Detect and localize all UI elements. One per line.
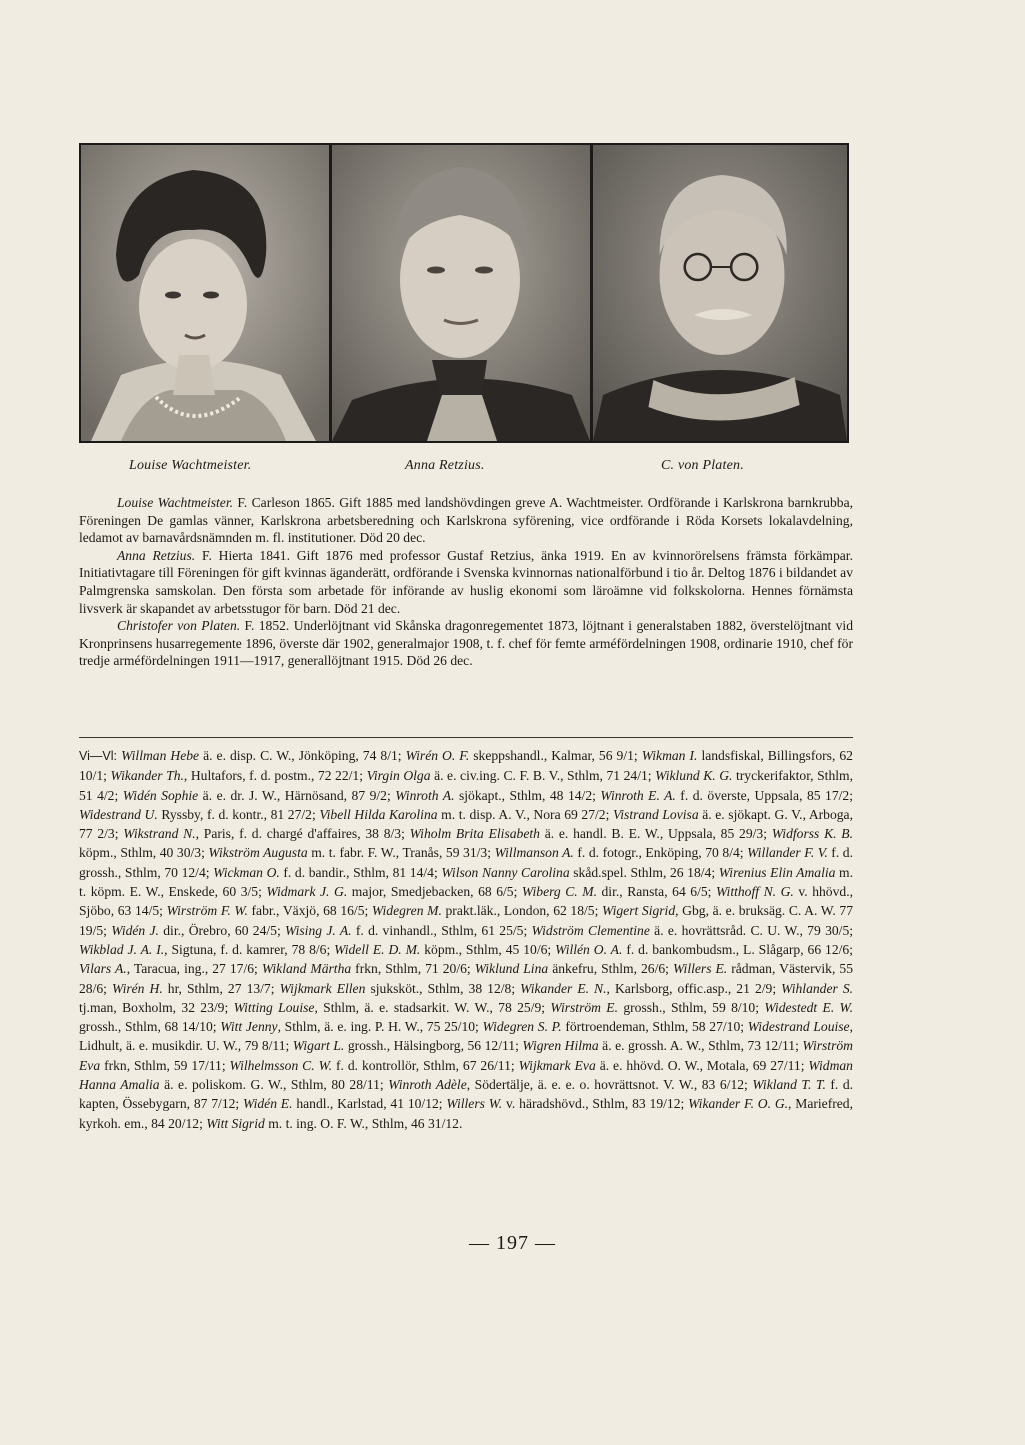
entry-details: , Sigtuna, f. d. kamrer, 78 8/6; — [164, 941, 335, 957]
entry-name: Vistrand Lovisa — [612, 806, 699, 822]
entry-details: landsfiskal, Billingsfors, 62 10/1; — [79, 748, 853, 784]
entry-details: , Gbg, ä. e. bruksäg. C. A. W. 77 19/5; — [79, 903, 853, 938]
entry-name: Wiholm Brita Elisabeth — [409, 826, 540, 842]
entry-details: ä. e. hovrättsråd. C. U. W., 79 30/5; — [649, 922, 854, 938]
entry-name: Widestrand U. — [79, 806, 158, 822]
entry-name: Wikström Augusta — [208, 845, 308, 861]
entry-details: f. d. kapten, Össebygarn, 87 7/12; — [79, 1077, 854, 1112]
entry-name: Vibell Hilda Karolina — [319, 806, 438, 822]
entry-name: Widström Clementine — [531, 922, 650, 938]
entry-name: Wikland Märtha — [261, 961, 352, 977]
entry-name: Willers E. — [672, 961, 728, 977]
entry-details: f. d. bandir., Sthlm, 81 14/4; — [279, 864, 442, 880]
entry-details: f. d. vinhandl., Sthlm, 61 25/5; — [351, 922, 532, 938]
bio-paragraph — [79, 547, 853, 617]
entry-name: Wirén O. F. — [405, 748, 470, 763]
entry-details: f. d. grossh., Sthlm, 70 12/4; — [79, 845, 853, 880]
caption-louise-wachtmeister: Louise Wachtmeister. — [129, 458, 252, 473]
entry-details: f. d. bankombudsm., L. Slågarp, 66 12/6; — [622, 941, 853, 957]
entry-details: tj.man, Boxholm, 32 23/9; — [79, 999, 234, 1015]
entry-name: Witt Sigrid — [206, 1115, 265, 1131]
entry-name: Wikander Th. — [110, 768, 184, 784]
bio-paragraph — [79, 494, 853, 547]
entry-name: Willman Hebe — [121, 748, 200, 763]
bio-text: F. Carleson 1865. Gift 1885 med landshövdingen greve A. Wachtmeister. Ordförande i Karlskrona barnkrubba, Föreningen De gamlas vänner, Karlskrona arbetsberedning och Karlskrona syförening, vice ordförande i Röda Korsets lokalavdelning, ledamot av barnavårdsnämnden m. fl. institutioner. Död 20 dec. — [79, 495, 854, 546]
entry-details: grossh., Sthlm, 68 14/10; — [79, 1019, 221, 1035]
caption-anna-retzius: Anna Retzius. — [405, 458, 485, 473]
entry-name: Wilson Nanny Carolina — [441, 864, 570, 880]
entry-details: Ryssby, f. d. kontr., 81 27/2; — [157, 806, 320, 822]
entry-details: ä. e. civ.ing. C. F. B. V., Sthlm, 71 24/1; — [430, 768, 656, 784]
caption-c-von-platen: C. von Platen. — [661, 458, 744, 473]
entry-details: frkn, Sthlm, 59 17/11; — [100, 1057, 230, 1073]
bio-name: Anna Retzius. — [117, 547, 196, 563]
entry-details: dir., Örebro, 60 24/5; — [158, 922, 286, 938]
entry-details: förtroendeman, Sthlm, 58 27/10; — [561, 1019, 748, 1035]
entry-details: , Sthlm, ä. e. stadsarkit. W. W., 78 25/9; — [314, 999, 551, 1015]
entry-name: Widell E. D. M. — [334, 941, 421, 957]
entry-name: Widforss K. B. — [771, 826, 853, 842]
biographies — [79, 494, 853, 670]
alphabet-range: Vi—Vl: — [79, 749, 122, 763]
entry-name: Witting Louise — [233, 999, 315, 1015]
entry-details: , Lidhult, ä. e. musikdir. U. W., 79 8/11; — [79, 1019, 853, 1054]
entry-details: ä. e. hhövd. O. W., Motala, 69 27/11; — [595, 1057, 809, 1073]
entry-name: Vilars A. — [79, 961, 127, 977]
entry-name: Widegren M. — [371, 903, 442, 919]
entry-details: , Hultafors, f. d. postm., 72 22/1; — [183, 768, 367, 784]
portrait-c-von-platen — [593, 145, 847, 441]
entry-details: m. t. ing. O. F. W., Sthlm, 46 31/12. — [264, 1115, 463, 1131]
death-register — [79, 746, 853, 1133]
entry-details: köpm., Sthlm, 40 30/3; — [79, 845, 209, 861]
entry-details: , Södertälje, ä. e. e. o. hovrättsnot. V. W., 83 6/12; — [466, 1077, 753, 1093]
entry-details: , Mariefred, kyrkoh. em., 84 20/12; — [79, 1096, 854, 1131]
entry-name: Wigart L. — [292, 1038, 345, 1054]
entry-details: , Paris, f. d. chargé d'affaires, 38 8/3; — [195, 826, 410, 842]
portrait-louise-wachtmeister — [81, 145, 329, 441]
entry-details: hr, Sthlm, 27 13/7; — [162, 980, 280, 996]
entry-details: skeppshandl., Kalmar, 56 9/1; — [469, 748, 642, 763]
entry-details: tryckerifaktor, Sthlm, 51 4/2; — [79, 768, 854, 803]
entry-details: ä. e. sjökapt. G. V., Arboga, 77 2/3; — [79, 806, 853, 842]
entry-details: v. hhövd., Sjöbo, 63 14/5; — [79, 884, 853, 919]
entry-name: Wirén H. — [112, 980, 163, 996]
entry-details: ä. e. disp. C. W., Jönköping, 74 8/1; — [199, 748, 406, 763]
entry-details: , Sthlm, ä. e. ing. P. H. W., 75 25/10; — [277, 1019, 483, 1035]
entry-details: skåd.spel. Sthlm, 26 18/4; — [569, 864, 719, 880]
entry-name: Wikblad J. A. I. — [79, 941, 165, 957]
entry-name: Willén O. A. — [555, 941, 623, 957]
entry-name: Wihlander S. — [781, 980, 854, 996]
entry-name: Willander F. V. — [747, 845, 828, 861]
entry-details: grossh., Sthlm, 59 8/10; — [618, 999, 765, 1015]
entry-details: frkn, Sthlm, 71 20/6; — [351, 961, 475, 977]
entry-name: Widén J. — [111, 922, 159, 938]
entry-name: Winroth Adèle — [388, 1077, 467, 1093]
entry-details: ä. e. poliskom. G. W., Sthlm, 80 28/11; — [159, 1077, 389, 1093]
entry-name: Wising J. A. — [285, 922, 352, 938]
section-divider — [79, 737, 853, 738]
entry-name: Widén Sophie — [122, 787, 199, 803]
entry-details: änkefru, Sthlm, 26/6; — [548, 961, 673, 977]
entry-name: Wikstrand N. — [123, 826, 196, 842]
entry-name: Wikander F. O. G. — [688, 1096, 789, 1112]
entry-name: Wirenius Elin Amalia — [718, 864, 836, 880]
entry-details: sjuksköt., Sthlm, 38 12/8; — [365, 980, 521, 996]
bio-text: F. 1852. Underlöjtnant vid Skånska dragonregementet 1873, löjtnant i generalstaben 1882, överstelöjtnant vid Kronprinsens husarregemente 1896, överste där 1902, generalmajor 1908, t. f. chef för femte arméfördelningen 1908, ordinarie 1910, chef för tredje arméfördelningen 1911—1917, generallöjtnant 1915. Död 26 dec. — [79, 618, 854, 669]
entry-name: Wikander E. N. — [520, 980, 607, 996]
entry-name: Willmanson A. — [494, 845, 574, 861]
entry-name: Wijkmark Ellen — [279, 980, 366, 996]
bio-name: Christofer von Platen. — [117, 618, 241, 634]
entry-name: Wilhelmsson C. W. — [229, 1057, 333, 1073]
entry-details: m. t. köpm. E. W., Enskede, 60 3/5; — [79, 864, 854, 900]
entry-name: Widman Hanna Amalia — [79, 1057, 853, 1093]
entry-details: sjökapt., Sthlm, 48 14/2; — [454, 787, 601, 803]
bio-name: Louise Wachtmeister. — [117, 495, 234, 510]
portrait-strip — [79, 143, 849, 443]
entry-details: , Taracua, ing., 27 17/6; — [126, 961, 262, 977]
entry-name: Widestrand Louise — [747, 1019, 850, 1035]
entry-details: rådman, Västervik, 55 28/6; — [79, 961, 853, 996]
entry-details: f. d. fotogr., Enköping, 70 8/4; — [573, 845, 748, 861]
entry-name: Wirström E. — [550, 999, 619, 1015]
entry-name: Widmark J. G. — [266, 884, 348, 900]
entry-details: f. d. överste, Uppsala, 85 17/2; — [675, 787, 853, 803]
entry-details: m. t. disp. A. V., Nora 69 27/2; — [437, 806, 613, 822]
portrait-anna-retzius — [332, 145, 590, 441]
entry-name: Wigert Sigrid — [602, 903, 676, 919]
entry-details: , Karlsborg, offic.asp., 21 2/9; — [606, 980, 782, 996]
entry-details: ä. e. dr. J. W., Härnösand, 87 9/2; — [198, 787, 396, 803]
portrait-captions — [79, 458, 849, 480]
entry-details: m. t. fabr. F. W., Tranås, 59 31/3; — [307, 845, 495, 861]
entry-details: v. häradshövd., Sthlm, 83 19/12; — [502, 1096, 689, 1112]
entry-name: Winroth A. — [395, 787, 455, 803]
entry-name: Willers W. — [446, 1096, 503, 1112]
entry-name: Wikland T. T. — [752, 1077, 826, 1093]
entry-details: köpm., Sthlm, 45 10/6; — [420, 941, 556, 957]
entry-details: handl., Karlstad, 41 10/12; — [292, 1096, 447, 1112]
entry-name: Wijkmark Eva — [518, 1057, 596, 1073]
entry-name: Virgin Olga — [366, 768, 431, 784]
entry-details: major, Smedjebacken, 68 6/5; — [347, 884, 522, 900]
entry-name: Wirström Eva — [79, 1038, 853, 1073]
entry-details: f. d. kontrollör, Sthlm, 67 26/11; — [332, 1057, 519, 1073]
entry-name: Witthoff N. G. — [715, 884, 794, 900]
entry-name: Wiklund Lina — [474, 961, 549, 977]
entry-name: Widestedt E. W. — [764, 999, 854, 1015]
entry-name: Wiklund K. G. — [655, 768, 733, 784]
entry-details: grossh., Hälsingborg, 56 12/11; — [344, 1038, 523, 1054]
entry-name: Widegren S. P. — [482, 1019, 562, 1035]
entry-name: Wigren Hilma — [522, 1038, 599, 1054]
entry-name: Wiberg C. M. — [521, 884, 597, 900]
page-number: — 197 — — [469, 1232, 556, 1254]
entry-details: ä. e. handl. B. E. W., Uppsala, 85 29/3; — [539, 826, 772, 842]
entry-name: Witt Jenny — [220, 1019, 278, 1035]
entry-name: Wirström F. W. — [166, 903, 248, 919]
bio-text: F. Hierta 1841. Gift 1876 med professor Gustaf Retzius, änka 1919. En av kvinnorörelsens främsta förkämpar. Initiativtagare till Föreningen för gift kvinnas äganderätt, ordförande i Svenska kvinnornas nationalförbund i tio år. Deltog 1876 i bildandet av Palmgrenska samskolan. Den första som arbetade för införande av huslig ekonomi som läroämne vid folkskolorna. Hennes förnämsta livsverk är skapandet av arbetsstugor för barn. Död 21 dec. — [79, 547, 853, 616]
bio-paragraph — [79, 617, 853, 670]
entry-name: Wikman I. — [641, 748, 698, 763]
entry-name: Wickman O. — [213, 864, 280, 880]
entry-details: dir., Ransta, 64 6/5; — [596, 884, 716, 900]
entry-details: fabr., Växjö, 68 16/5; — [247, 903, 372, 919]
entry-details: prakt.läk., London, 62 18/5; — [441, 903, 603, 919]
entry-name: Winroth E. A. — [600, 787, 676, 803]
entry-details: ä. e. grossh. A. W., Sthlm, 73 12/11; — [598, 1038, 803, 1054]
entry-name: Widén E. — [243, 1096, 293, 1112]
